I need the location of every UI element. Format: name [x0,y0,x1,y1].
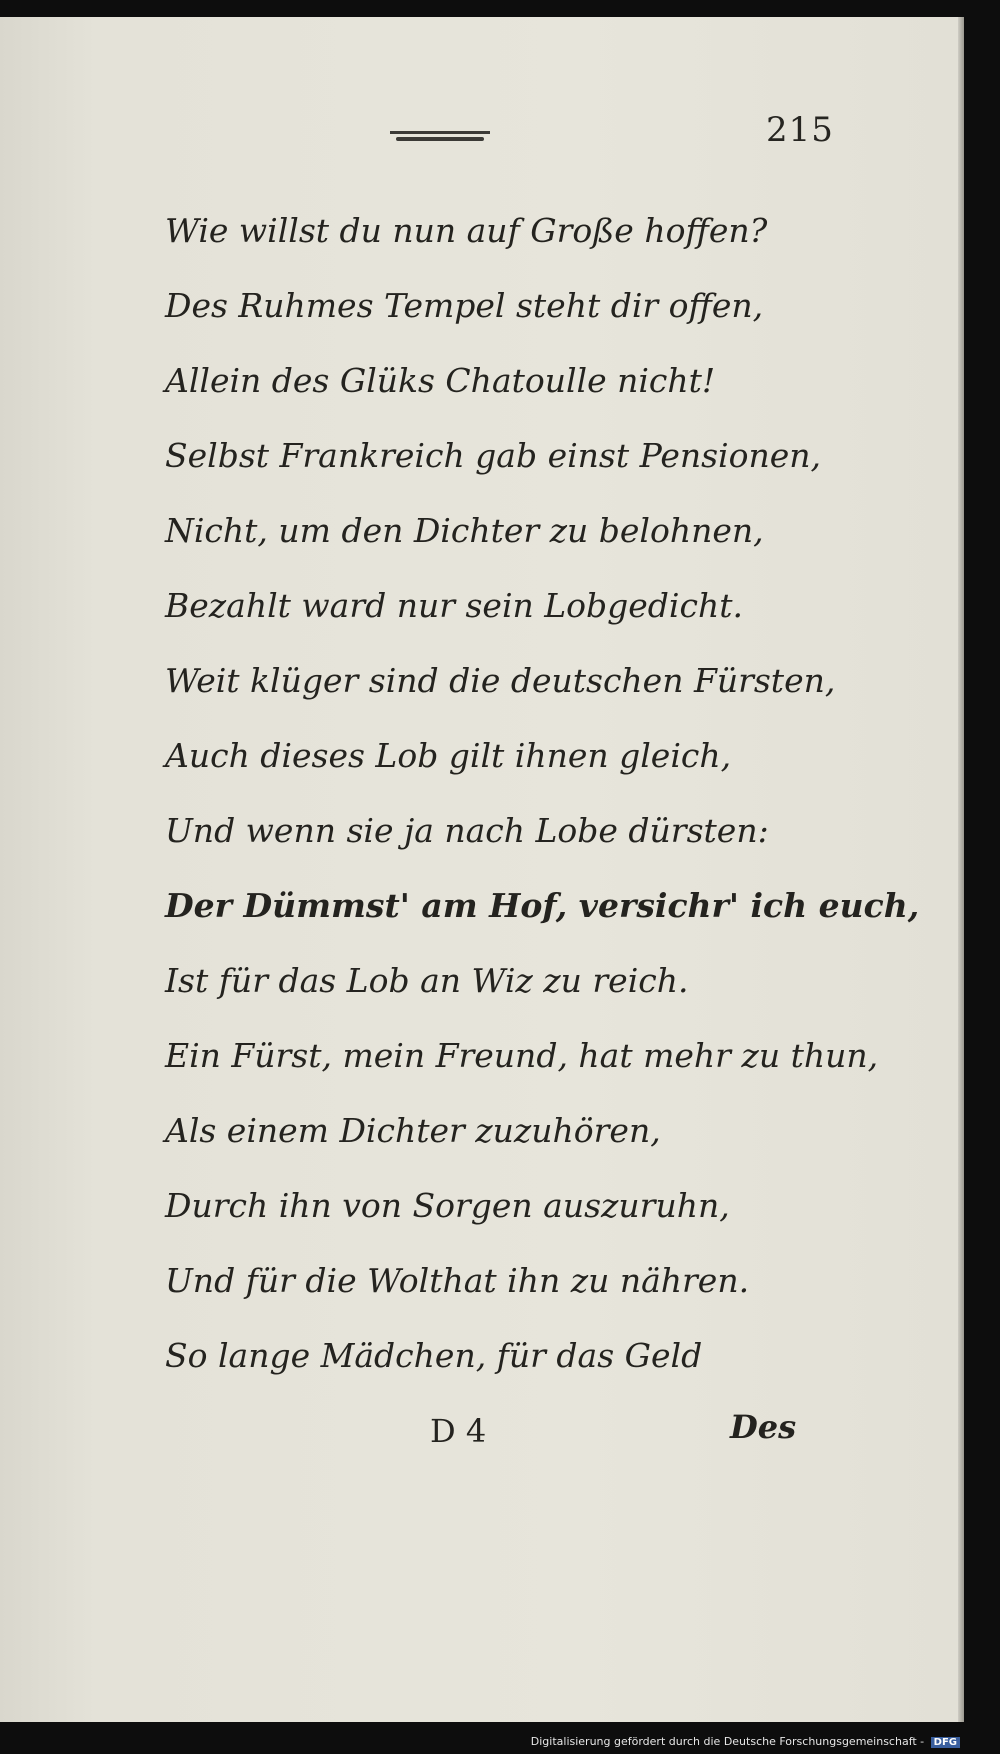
verse-line: Nicht, um den Dichter zu belohnen, [165,511,764,550]
dfg-logo: DFG [931,1737,960,1748]
verse-line: Und wenn sie ja nach Lobe dürsten: [165,811,769,850]
poem-text [165,193,919,1393]
verse-line: Weit klüger sind die deutschen Fürsten, [165,661,836,700]
verse-line: Ein Fürst, mein Freund, hat mehr zu thun, [165,1036,879,1075]
verse-line: Allein des Glüks Chatoulle nicht! [165,361,716,400]
verse-line: Als einem Dichter zuzuhören, [165,1111,661,1150]
catchword: Des [730,1408,797,1446]
verse-line: Wie willst du nun auf Große hoffen? [165,211,768,250]
verse-line: Durch ihn von Sorgen auszuruhn, [165,1186,730,1225]
verse-line: Ist für das Lob an Wiz zu reich. [165,961,689,1000]
digitization-credit [531,1735,960,1748]
verse-line: Bezahlt ward nur sein Lobgedicht. [165,586,743,625]
verse-line: Selbst Frankreich gab einst Pensionen, [165,436,822,475]
credit-text: Digitalisierung gefördert durch die Deutsche Forschungsgemeinschaft - [530,1735,925,1748]
page-edge [958,17,964,1722]
ornament-rule-bottom [396,137,484,141]
verse-line: Des Ruhmes Tempel steht dir offen, [165,286,764,325]
signature-mark: D 4 [430,1412,487,1450]
verse-line: Der Dümmst' am Hof, versichr' ich euch, [165,886,920,925]
verse-line: Auch dieses Lob gilt ihnen gleich, [165,736,732,775]
header-ornament [390,131,490,143]
ornament-rule-top [390,131,490,134]
verse-line: Und für die Wolthat ihn zu nähren. [165,1261,750,1300]
verse-line: So lange Mädchen, für das Geld [165,1336,703,1375]
page-number: 215 [766,110,834,150]
